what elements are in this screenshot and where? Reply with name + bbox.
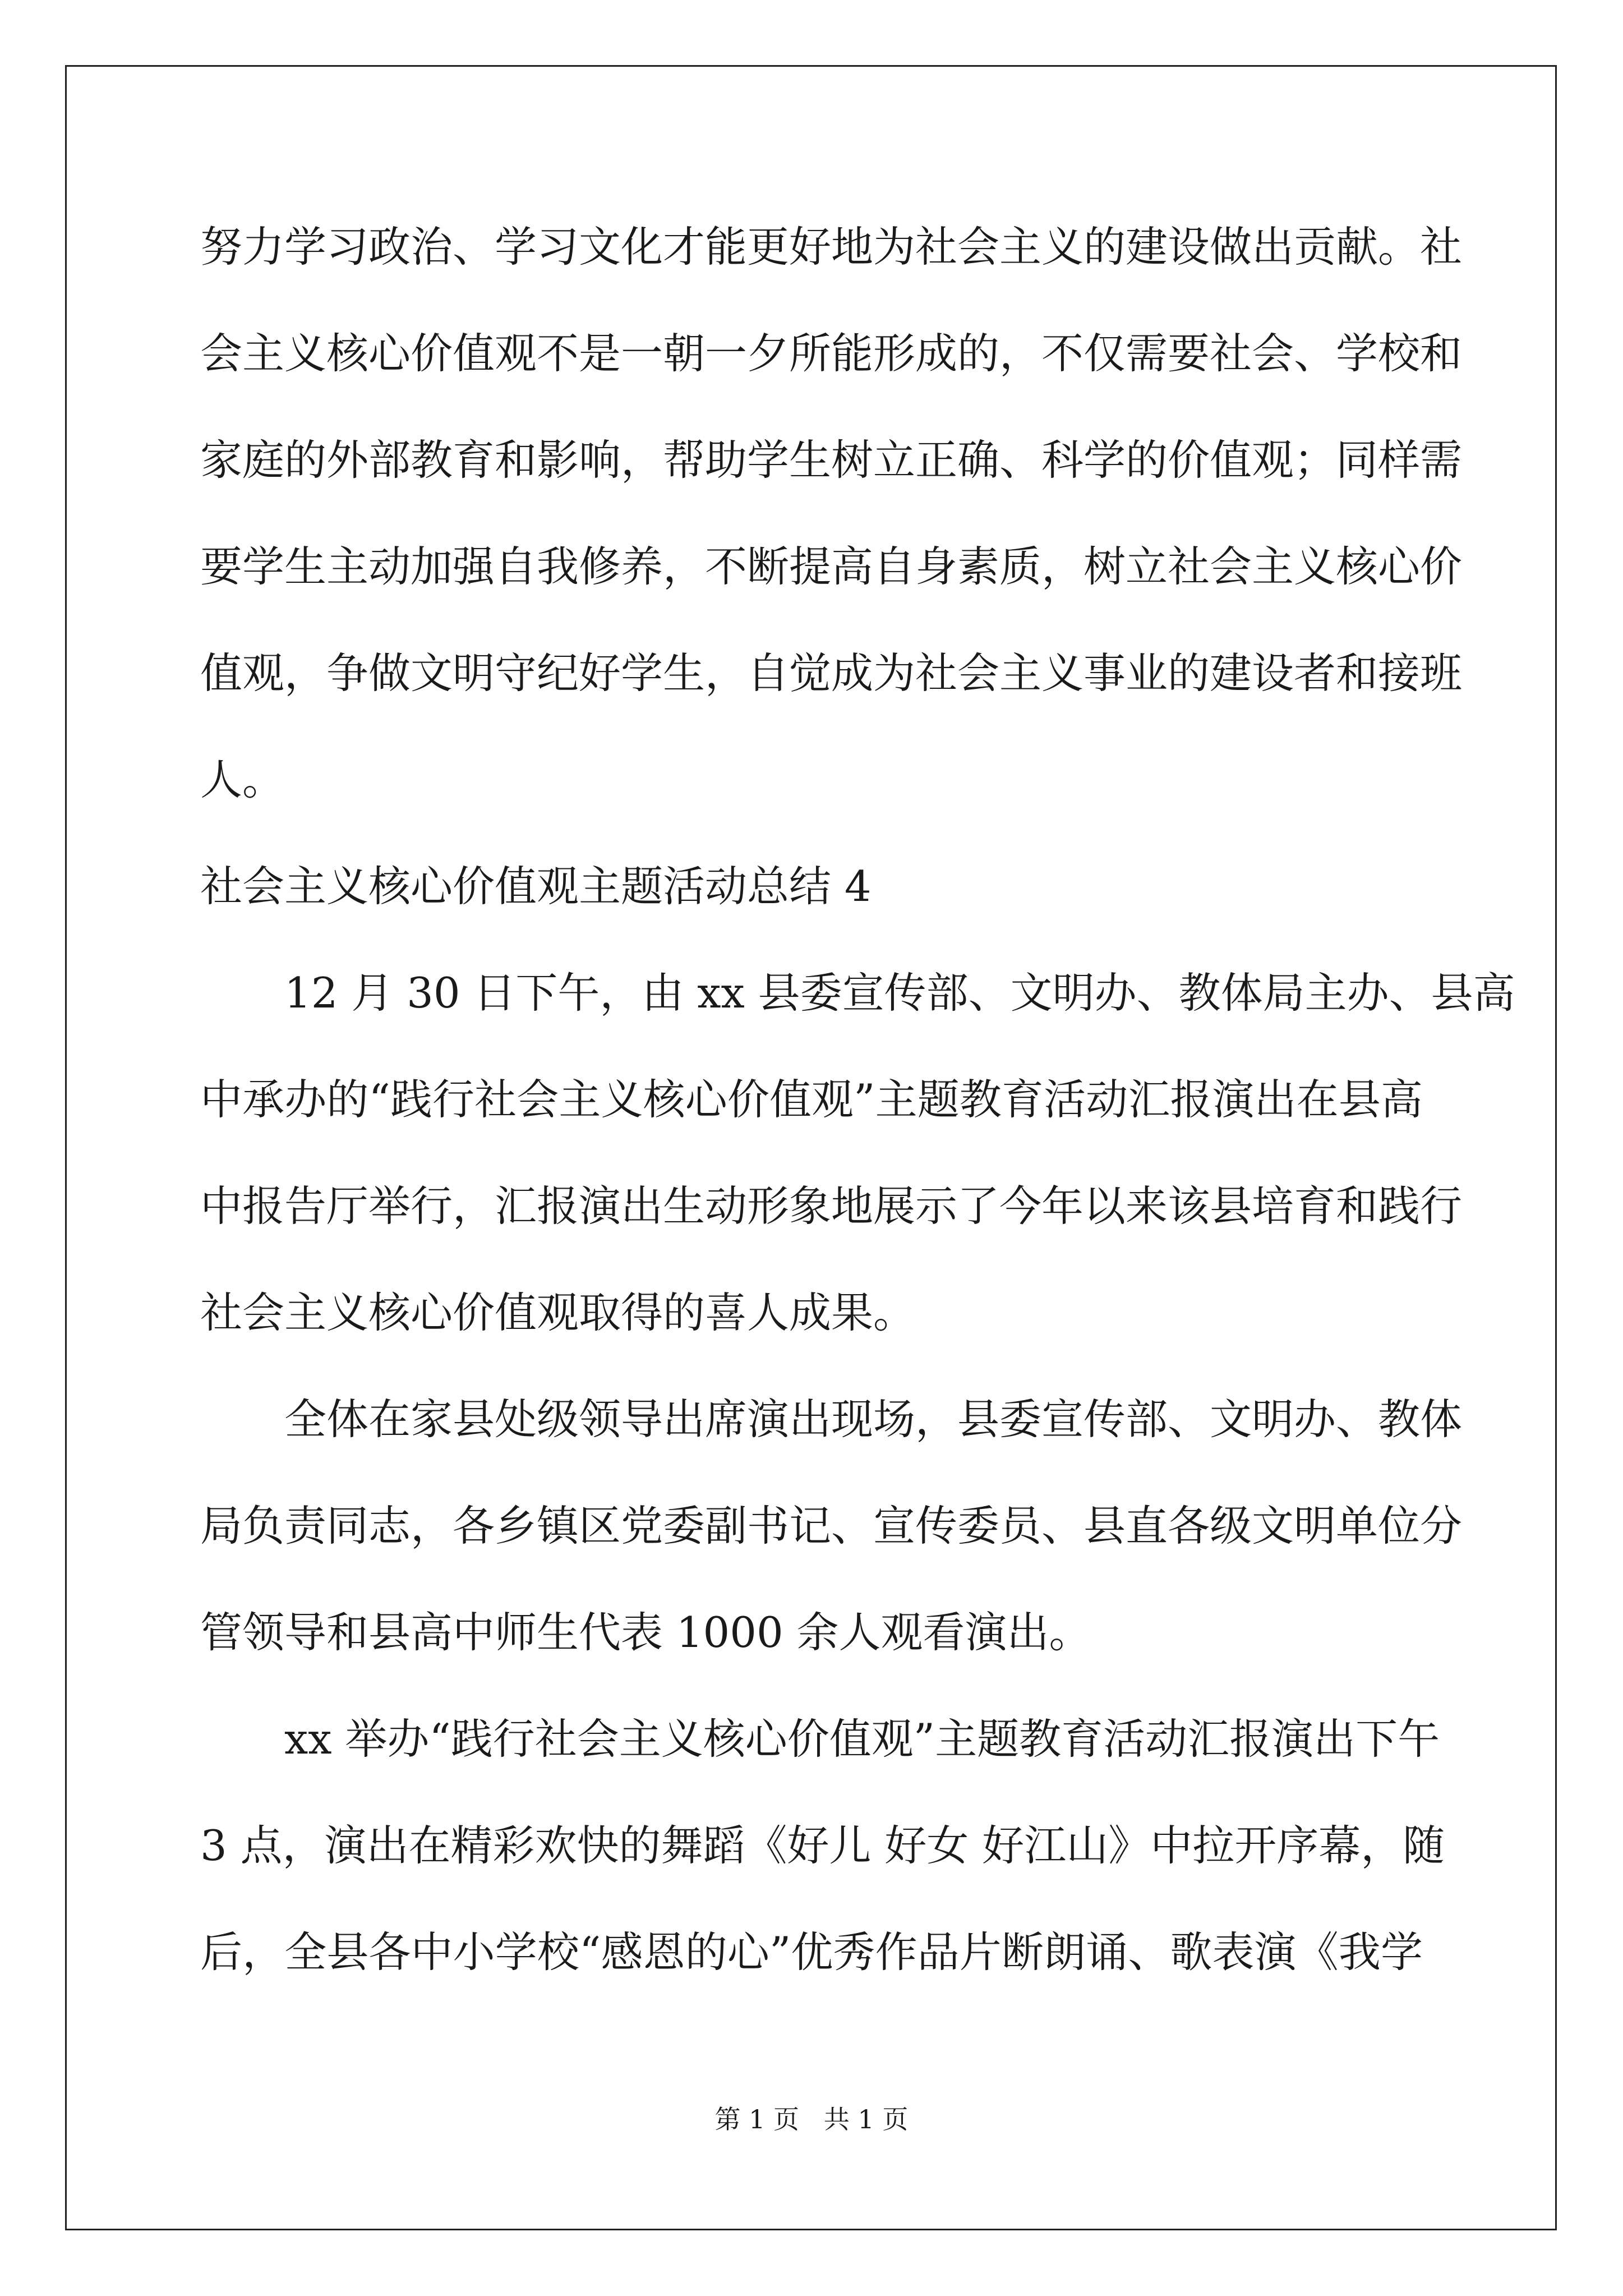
paragraph-line: 社会主义核心价值观取得的喜人成果。	[200, 1288, 916, 1337]
paragraph-line: 努力学习政治、学习文化才能更好地为社会主义的建设做出贡献。社	[200, 222, 1463, 272]
paragraph-line: 3 点，演出在精彩欢快的舞蹈《好儿 好女 好江山》中拉开序幕，随	[200, 1821, 1445, 1870]
paragraph-line: 人。	[200, 755, 285, 804]
document-body	[200, 213, 1515, 2025]
paragraph-line: xx 举办“践行社会主义核心价值观”主题教育活动汇报演出下午	[284, 1714, 1440, 1764]
paragraph-line: 中报告厅举行，汇报演出生动形象地展示了今年以来该县培育和践行	[200, 1181, 1463, 1231]
section-heading: 社会主义核心价值观主题活动总结 4	[200, 862, 872, 911]
page-number-footer: 第 1 页 共 1 页	[714, 2104, 909, 2134]
paragraph-line: 值观，争做文明守纪好学生，自觉成为社会主义事业的建设者和接班	[200, 648, 1463, 698]
paragraph-line: 12 月 30 日下午，由 xx 县委宣传部、文明办、教体局主办、县高	[284, 968, 1515, 1018]
paragraph-line: 管领导和县高中师生代表 1000 余人观看演出。	[200, 1608, 1091, 1657]
paragraph-line: 中承办的“践行社会主义核心价值观”主题教育活动汇报演出在县高	[200, 1075, 1423, 1124]
paragraph-line: 家庭的外部教育和影响，帮助学生树立正确、科学的价值观；同样需	[200, 435, 1463, 485]
paragraph-line: 会主义核心价值观不是一朝一夕所能形成的，不仅需要社会、学校和	[200, 329, 1463, 378]
paragraph-line: 后，全县各中小学校“感恩的心”优秀作品片断朗诵、歌表演《我学	[200, 1927, 1423, 1977]
paragraph-line: 全体在家县处级领导出席演出现场，县委宣传部、文明办、教体	[284, 1395, 1463, 1444]
paragraph-line: 要学生主动加强自我修养，不断提高自身素质，树立社会主义核心价	[200, 542, 1463, 591]
paragraph-line: 局负责同志，各乡镇区党委副书记、宣传委员、县直各级文明单位分	[200, 1501, 1463, 1550]
